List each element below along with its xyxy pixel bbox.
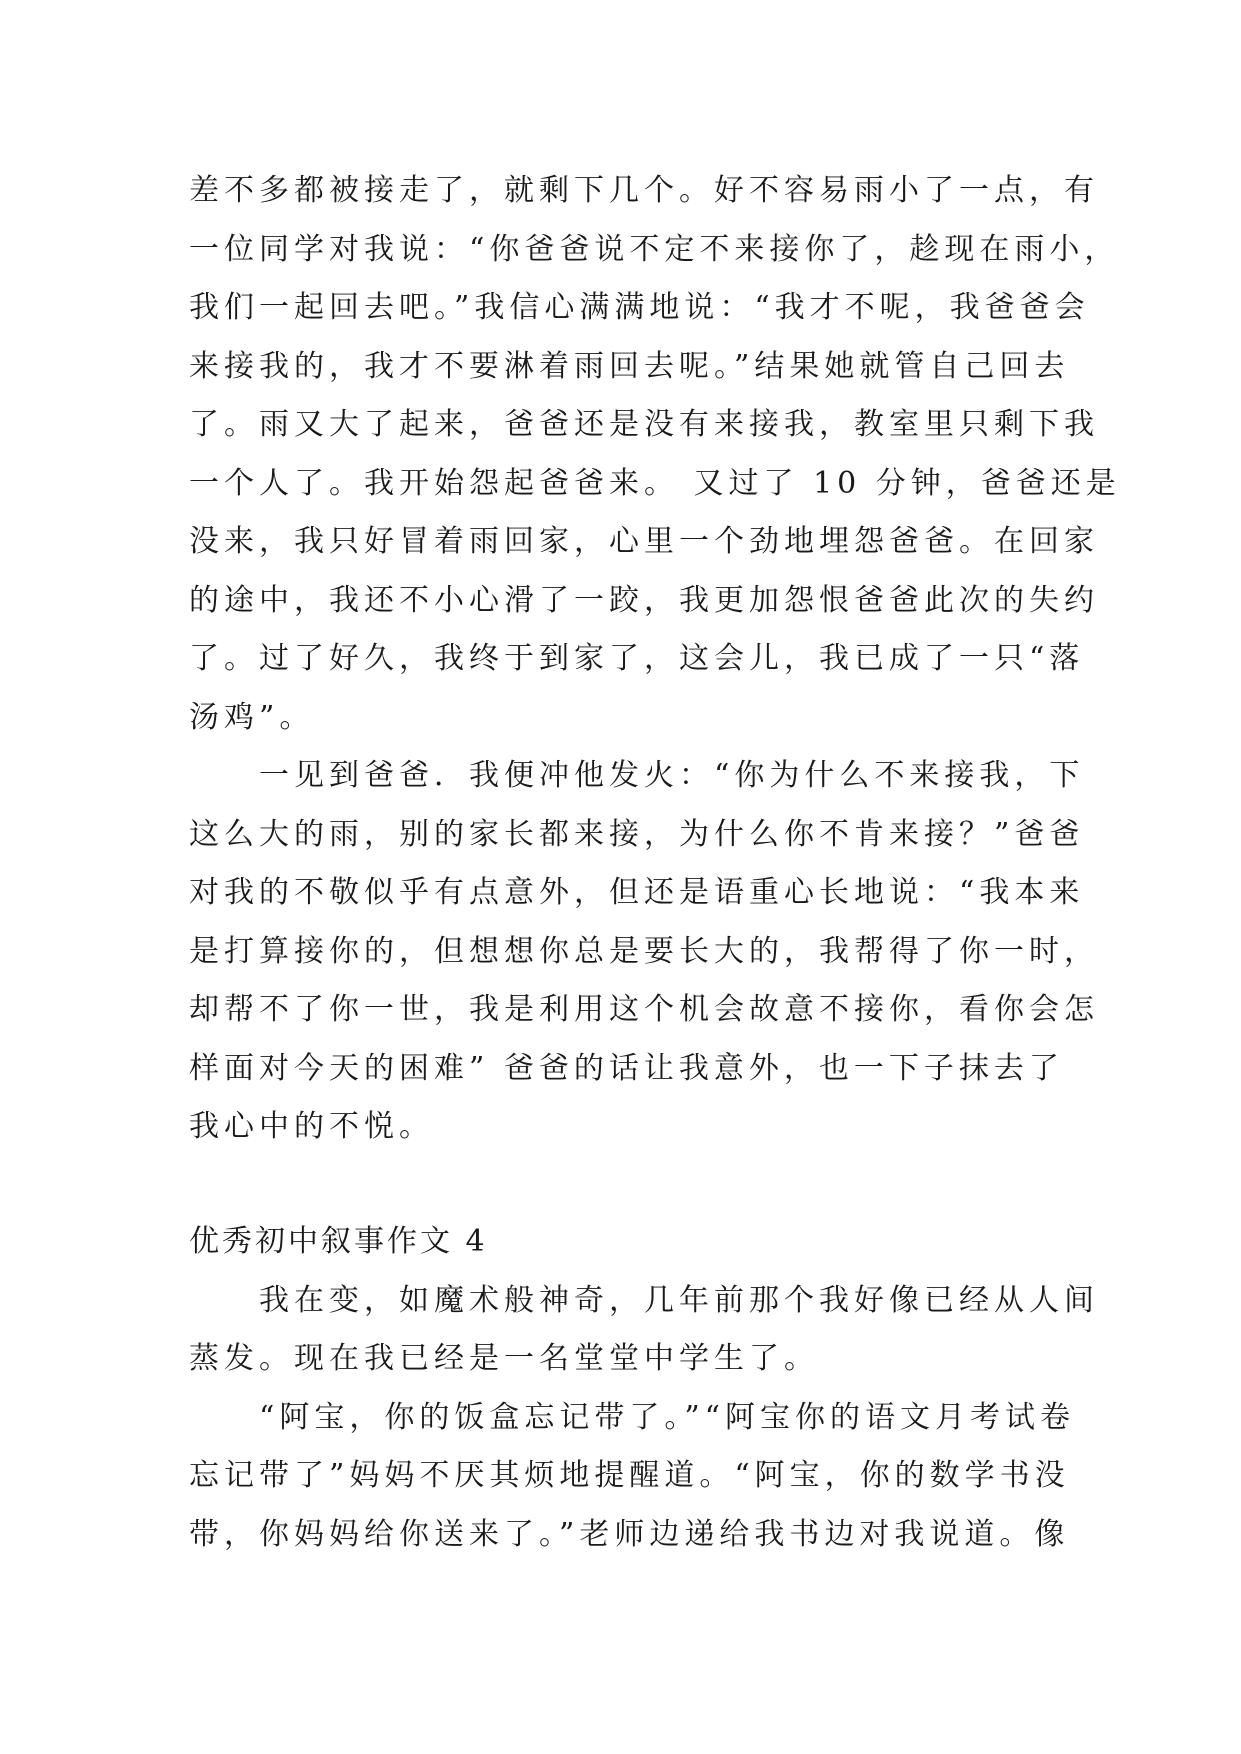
text-line: 了。雨又大了起来，爸爸还是没有来接我，教室里只剩下我 bbox=[189, 407, 1099, 442]
essay-section-4 bbox=[189, 1213, 1099, 1564]
text-line: 对我的不敬似乎有点意外，但还是语重心长地说：“我本来 bbox=[189, 875, 1085, 910]
text-line: 我心中的不悦。 bbox=[189, 1109, 434, 1144]
text-line: “阿宝，你的饭盒忘记带了。”“阿宝你的语文月考试卷 bbox=[189, 1399, 1076, 1435]
text-line: 汤鸡”。 bbox=[189, 699, 315, 735]
text-line: 是打算接你的，但想想你总是要长大的，我帮得了你一时， bbox=[189, 933, 1099, 969]
text-line: 忘记带了”妈妈不厌其烦地提醒道。“阿宝，你的数学书没 bbox=[189, 1458, 1070, 1493]
text-line: 差不多都被接走了，就剩下几个。好不容易雨小了一点，有 bbox=[189, 173, 1099, 208]
text-line: 一见到爸爸．我便冲他发火：“你为什么不来接我，下 bbox=[189, 758, 1085, 793]
text-line: 这么大的雨，别的家长都来接，为什么你不肯来接？”爸爸 bbox=[189, 816, 1085, 852]
text-line: 我们一起回去吧。”我信心满满地说：“我才不呢，我爸爸会 bbox=[189, 290, 1090, 325]
text-line: 的途中，我还不小心滑了一跤，我更加怨恨爸爸此次的失约 bbox=[189, 582, 1099, 618]
story-continuation bbox=[189, 162, 1121, 1157]
text-line: 没来，我只好冒着雨回家，心里一个劲地埋怨爸爸。在回家 bbox=[189, 524, 1099, 559]
text-line: 我在变，如魔术般神奇，几年前那个我好像已经从人间 bbox=[189, 1282, 1099, 1318]
text-line: 一个人了。我开始怨起爸爸来。 又过了 10 分钟，爸爸还是 bbox=[189, 465, 1121, 501]
text-line: 一位同学对我说：“你爸爸说不定不来接你了，趁现在雨小， bbox=[189, 231, 1120, 267]
section-heading: 优秀初中叙事作文 4 bbox=[189, 1224, 488, 1259]
text-line: 了。过了好久，我终于到家了，这会儿，我已成了一只“落 bbox=[189, 641, 1085, 676]
text-line: 样面对今天的困难” 爸爸的话让我意外，也一下子抹去了 bbox=[189, 1050, 1064, 1086]
text-line: 来接我的，我才不要淋着雨回去呢。”结果她就管自己回去 bbox=[189, 348, 1070, 384]
text-line: 却帮不了你一世，我是利用这个机会故意不接你，看你会怎 bbox=[189, 992, 1099, 1027]
text-line: 蒸发。现在我已经是一名堂堂中学生了。 bbox=[189, 1341, 819, 1376]
text-line: 带，你妈妈给你送来了。”老师边递给我书边对我说道。像 bbox=[189, 1516, 1070, 1552]
